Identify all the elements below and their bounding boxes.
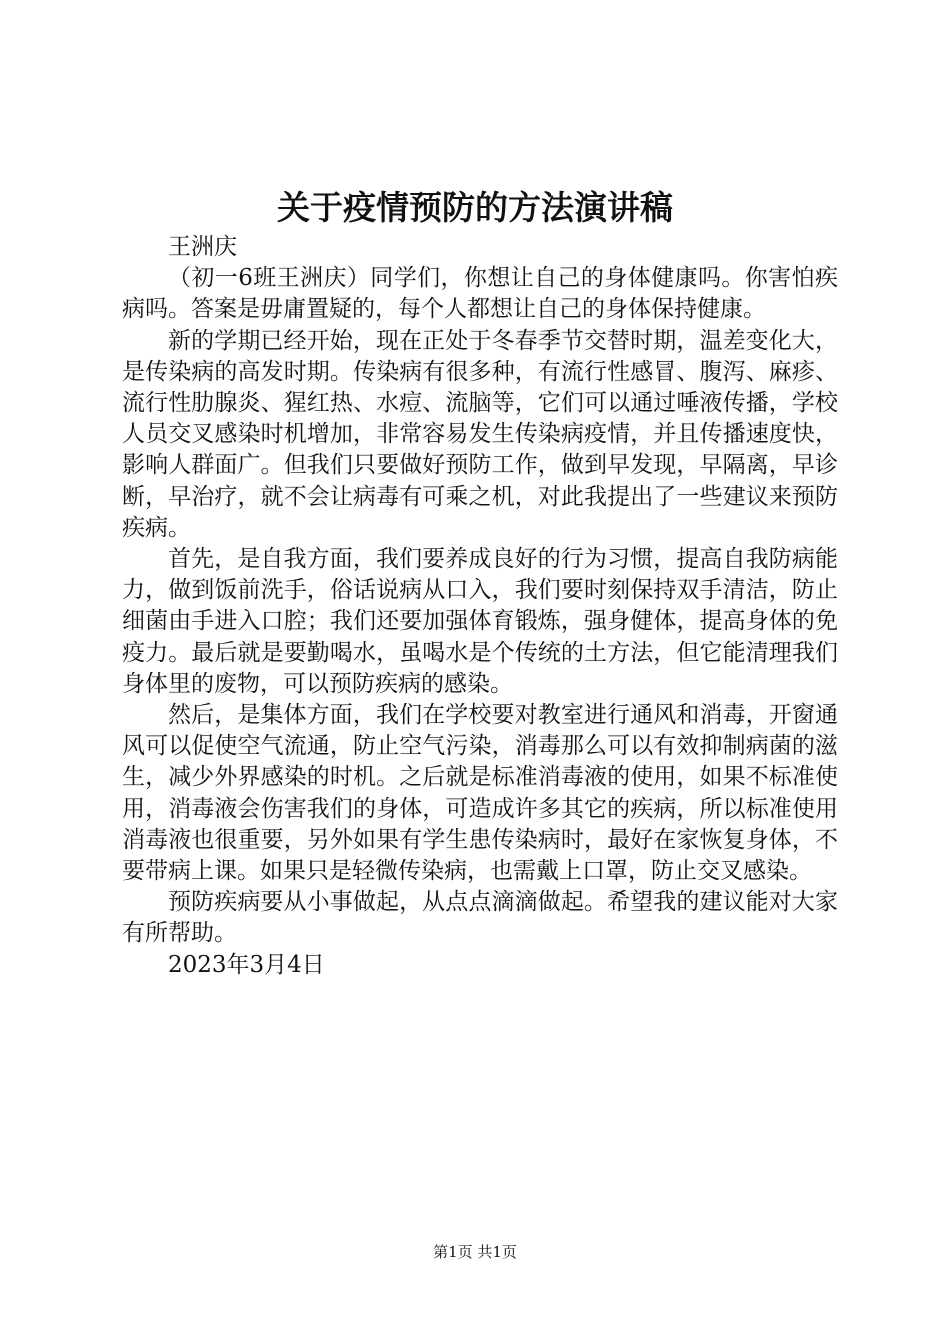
paragraph-3: 首先，是自我方面，我们要养成良好的行为习惯，提高自我防病能力，做到饭前洗手，俗话说病从口入，我们要时刻保持双手清洁，防止细菌由手进入口腔；我们还要加强体育锻炼，强身健体，提高身体的免疫力。最后就是要勤喝水，虽喝水是个传统的土方法，但它能清理我们身体里的废物，可以预防疾病的感染。 <box>122 546 838 697</box>
date-line: 2023年3月4日 <box>168 951 325 978</box>
page-footer: 第1页 共1页 <box>433 1243 517 1261</box>
author-line: 王洲庆 <box>168 234 237 260</box>
document-body <box>122 232 838 981</box>
paragraph-2: 新的学期已经开始，现在正处于冬春季节交替时期，温差变化大，是传染病的高发时期。传染病有很多种，有流行性感冒、腹泻、麻疹、流行性肋腺炎、猩红热、水痘、流脑等，它们可以通过唾液传播，学校人员交叉感染时机增加，非常容易发生传染病疫情，并且传播速度快，影响人群面广。但我们只要做好预防工作，做到早发现，早隔离，早诊断，早治疗，就不会让病毒有可乘之机，对此我提出了一些建议来预防疾病。 <box>122 327 838 541</box>
paragraph-1: （初一6班王洲庆）同学们，你想让自己的身体健康吗。你害怕疾病吗。答案是毋庸置疑的，每个人都想让自己的身体保持健康。 <box>122 265 838 323</box>
paragraph-5: 预防疾病要从小事做起，从点点滴滴做起。希望我的建议能对大家有所帮助。 <box>122 889 838 947</box>
document-title: 关于疫情预防的方法演讲稿 <box>277 188 673 227</box>
paragraph-4: 然后，是集体方面，我们在学校要对教室进行通风和消毒，开窗通风可以促使空气流通，防止空气污染，消毒那么可以有效抑制病菌的滋生，减少外界感染的时机。之后就是标准消毒液的使用，如果不标准使用，消毒液会伤害我们的身体，可造成许多其它的疾病，所以标准使用消毒液也很重要，另外如果有学生患传染病时，最好在家恢复身体，不要带病上课。如果只是轻微传染病，也需戴上口罩，防止交叉感染。 <box>122 702 838 885</box>
